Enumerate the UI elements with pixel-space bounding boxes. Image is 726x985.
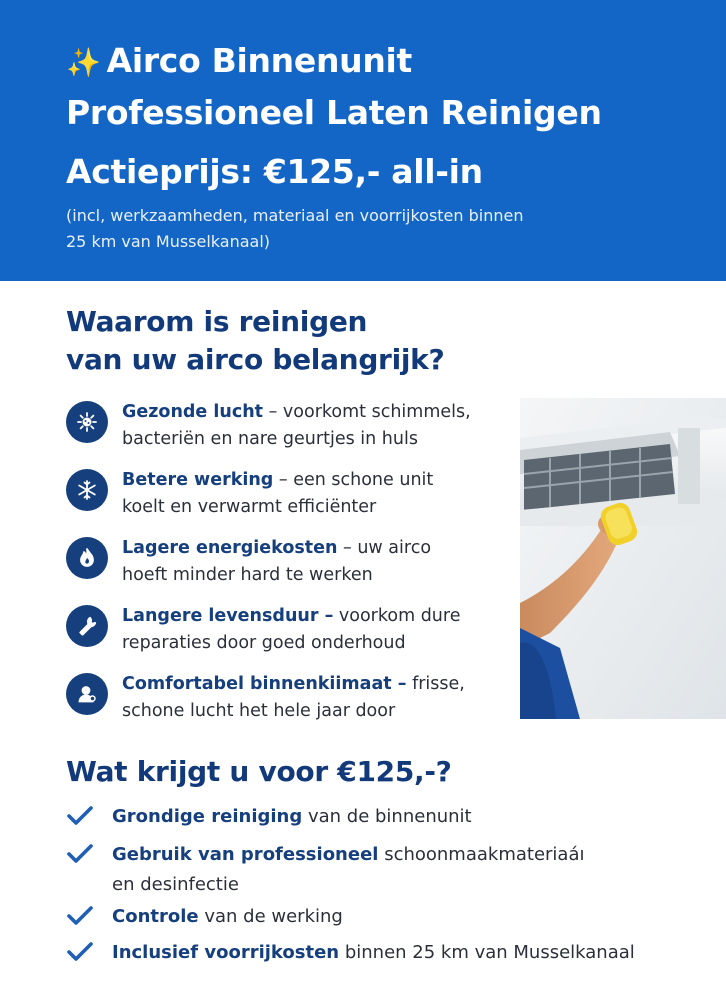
flame-leaf-icon xyxy=(66,537,108,579)
benefit-desc-line-2: bacteriën en nare geurtjes in huls xyxy=(122,429,418,449)
benefit-title: Gezonde lucht xyxy=(122,402,264,422)
why-heading xyxy=(66,303,526,379)
offer-desc: van de werking xyxy=(198,906,343,927)
header-banner xyxy=(0,0,726,281)
benefit-item xyxy=(66,467,516,523)
offer-desc: schoonmaakmateriaáı xyxy=(378,844,585,865)
checkmark-icon xyxy=(66,904,94,928)
inclusions-line-2: 25 km van Musselkanaal) xyxy=(66,232,271,251)
virus-icon xyxy=(66,401,108,443)
page-title xyxy=(66,36,706,138)
airco-cleaning-illustration xyxy=(520,398,726,719)
checkmark-icon xyxy=(66,940,94,964)
offer-title: Gebruik van professioneel xyxy=(112,844,379,865)
benefit-desc: – een schone unit xyxy=(273,470,434,490)
benefit-desc-line-2: koelt en verwarmt efficiënter xyxy=(122,497,377,517)
benefit-item xyxy=(66,535,516,591)
benefit-desc: voorkom dure xyxy=(333,606,461,626)
benefit-text xyxy=(122,535,512,589)
title-line-1: Airco Binnenunit xyxy=(106,41,413,80)
inclusions-note xyxy=(66,203,666,255)
wrench-icon xyxy=(66,605,108,647)
airco-cleaning-photo xyxy=(520,398,726,719)
offer-title: Controle xyxy=(112,906,199,927)
snowflake-icon xyxy=(66,469,108,511)
offer-title: Grondige reiniging xyxy=(112,806,303,827)
benefit-text xyxy=(122,399,512,453)
why-heading-line-2: van uw airco belangrijk? xyxy=(66,343,445,376)
benefit-text xyxy=(122,671,512,725)
offer-desc: binnen 25 km van Musselkanaal xyxy=(339,942,635,963)
person-icon xyxy=(66,673,108,715)
offer-desc-line-2: en desinfectie xyxy=(112,874,239,895)
benefit-desc-line-2: schone lucht het hele jaar door xyxy=(122,701,396,721)
benefit-desc: frisse, xyxy=(406,674,465,694)
benefit-desc-line-2: reparaties door goed onderhoud xyxy=(122,633,406,653)
benefit-item xyxy=(66,671,516,727)
benefit-title: Langere levensduur – xyxy=(122,606,334,626)
offer-text xyxy=(112,938,702,968)
offer-title: Inclusief voorrijkosten xyxy=(112,942,340,963)
benefit-item xyxy=(66,399,516,455)
benefit-desc: – uw airco xyxy=(337,538,432,558)
benefit-title: Betere werking xyxy=(122,470,274,490)
offer-heading: Wat krijgt u voor €125,-? xyxy=(66,755,452,788)
inclusions-line-1: (incl, werkzaamheden, materiaal en voorrijkosten binnen xyxy=(66,206,524,225)
benefit-text xyxy=(122,467,512,521)
offer-text xyxy=(112,840,702,900)
benefit-text xyxy=(122,603,512,657)
sparkle-icon: ✨ xyxy=(66,46,101,79)
benefit-desc: – voorkomt schimmels, xyxy=(263,402,471,422)
benefit-item xyxy=(66,603,516,659)
checkmark-icon xyxy=(66,842,94,866)
why-heading-line-1: Waarom is reinigen xyxy=(66,305,368,338)
checkmark-icon xyxy=(66,804,94,828)
benefit-desc-line-2: hoeft minder hard te werken xyxy=(122,565,373,585)
offer-desc: van de binnenunit xyxy=(302,806,472,827)
title-line-2: Professioneel Laten Reinigen xyxy=(66,93,602,132)
offer-text xyxy=(112,802,702,832)
benefit-title: Lagere energiekosten xyxy=(122,538,338,558)
offer-text xyxy=(112,902,702,932)
price-heading: Actieprijs: €125,- all-in xyxy=(66,152,483,191)
benefit-title: Comfortabel binnenkiimaat – xyxy=(122,674,407,694)
